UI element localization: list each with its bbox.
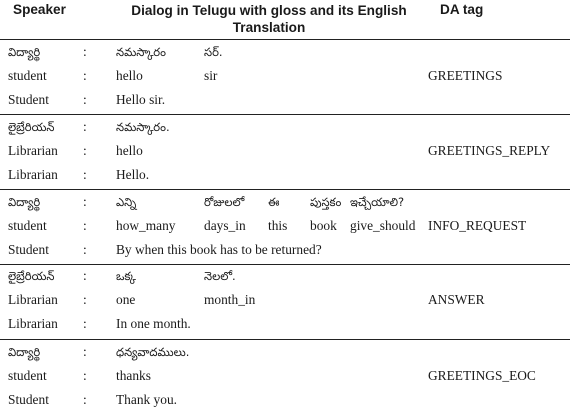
- separator-colon: :: [83, 68, 87, 83]
- speaker-label: విద్యార్థి: [8, 195, 41, 209]
- telugu-token: నమస్కారం: [116, 45, 166, 59]
- english-translation: By when this book has to be returned?: [116, 242, 322, 257]
- da-tag: GREETINGS: [428, 68, 503, 83]
- gloss-token: hello: [116, 143, 143, 158]
- telugu-token: నెలలో.: [204, 269, 236, 283]
- telugu-token: ధన్యవాదములు.: [116, 345, 190, 359]
- speaker-label: student: [8, 218, 47, 233]
- gloss-token: book: [310, 218, 337, 233]
- gloss-token: give_should: [350, 218, 416, 233]
- separator-colon: :: [83, 242, 87, 257]
- da-tag: GREETINGS_EOC: [428, 368, 536, 383]
- header-rule: [0, 39, 570, 40]
- da-tag: INFO_REQUEST: [428, 218, 527, 233]
- separator-colon: :: [83, 268, 87, 283]
- gloss-token: this: [268, 218, 288, 233]
- speaker-label: student: [8, 68, 47, 83]
- separator-colon: :: [83, 316, 87, 331]
- english-translation: Hello.: [116, 167, 150, 182]
- header-dialog: Dialog in Telugu with gloss and its English Translation: [131, 3, 407, 35]
- speaker-label: విద్యార్థి: [8, 345, 41, 359]
- telugu-token: రోజులలో: [204, 195, 245, 209]
- speaker-label: లైబ్రేరియన్: [8, 120, 55, 134]
- speaker-label: Librarian: [8, 167, 58, 182]
- separator-colon: :: [83, 143, 87, 158]
- speaker-label: Librarian: [8, 143, 58, 158]
- separator-colon: :: [83, 92, 87, 107]
- telugu-token: సర్.: [204, 45, 223, 59]
- telugu-token: ఒక్క: [116, 269, 136, 283]
- speaker-label: లైబ్రేరియన్: [8, 269, 55, 283]
- block-divider: [0, 189, 570, 190]
- gloss-token: one: [116, 292, 136, 307]
- telugu-token: ఇచ్చేయాలి?: [350, 195, 405, 209]
- separator-colon: :: [83, 218, 87, 233]
- gloss-token: hello: [116, 68, 143, 83]
- speaker-label: Student: [8, 242, 49, 257]
- speaker-label: విద్యార్థి: [8, 45, 41, 59]
- speaker-label: Librarian: [8, 292, 58, 307]
- da-tag: ANSWER: [428, 292, 485, 307]
- separator-colon: :: [83, 344, 87, 359]
- header-speaker: Speaker: [13, 2, 66, 17]
- separator-colon: :: [83, 167, 87, 182]
- block-divider: [0, 339, 570, 340]
- gloss-token: thanks: [116, 368, 151, 383]
- gloss-token: month_in: [204, 292, 256, 307]
- block-divider: [0, 114, 570, 115]
- separator-colon: :: [83, 368, 87, 383]
- speaker-label: Student: [8, 392, 49, 407]
- telugu-token: నమస్కారం.: [116, 120, 170, 134]
- da-tag: GREETINGS_REPLY: [428, 143, 551, 158]
- english-translation: Hello sir.: [116, 92, 166, 107]
- separator-colon: :: [83, 44, 87, 59]
- gloss-token: how_many: [116, 218, 176, 233]
- separator-colon: :: [83, 119, 87, 134]
- separator-colon: :: [83, 194, 87, 209]
- english-translation: Thank you.: [116, 392, 177, 407]
- speaker-label: student: [8, 368, 47, 383]
- separator-colon: :: [83, 292, 87, 307]
- telugu-token: ఈ: [268, 195, 280, 209]
- separator-colon: :: [83, 392, 87, 407]
- telugu-token: పుస్తకం: [310, 195, 342, 209]
- header-da-tag: DA tag: [440, 2, 484, 17]
- speaker-label: Librarian: [8, 316, 58, 331]
- english-translation: In one month.: [116, 316, 191, 331]
- block-divider: [0, 264, 570, 265]
- speaker-label: Student: [8, 92, 49, 107]
- gloss-token: sir: [204, 68, 218, 83]
- telugu-token: ఎన్ని: [116, 195, 137, 209]
- gloss-token: days_in: [204, 218, 246, 233]
